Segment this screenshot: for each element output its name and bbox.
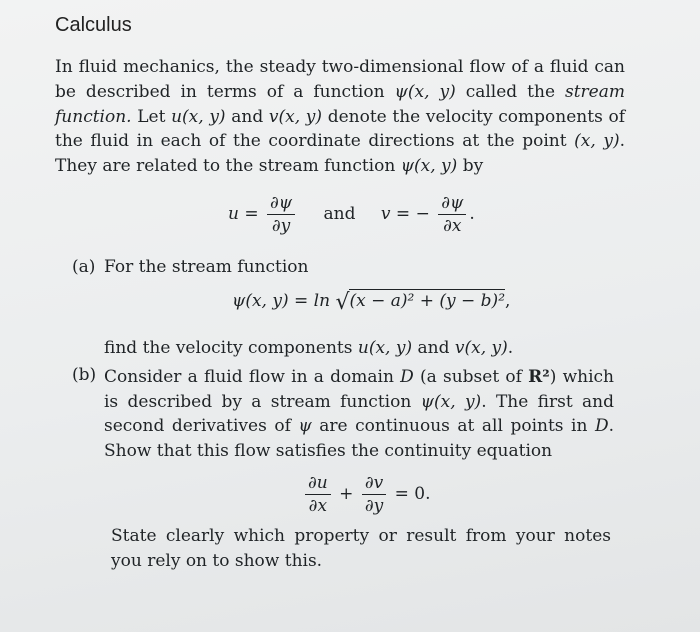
- psi-lhs: ψ(x, y) = ln: [232, 291, 331, 311]
- dx-denominator: ∂x: [308, 496, 328, 516]
- page-title: Calculus: [55, 14, 132, 36]
- intro-text: and: [225, 106, 269, 127]
- domain-symbol: D: [594, 416, 609, 436]
- intro-text: . They are related to the stream function: [55, 131, 625, 177]
- radicand: (x − a)² + (y − b)²: [349, 291, 506, 311]
- sqrt-icon: √: [335, 290, 350, 315]
- part-b-text-seg: ) which is described by a stream function: [104, 367, 614, 412]
- du-dx-fraction: [305, 472, 331, 517]
- part-a-label: (a): [72, 257, 96, 277]
- v-lhs: v = −: [380, 204, 430, 224]
- intro-text: called the: [455, 81, 565, 102]
- part-b-text-seg: . The first and second derivatives of: [104, 391, 614, 436]
- find-text: find the velocity components: [104, 338, 358, 358]
- r2-symbol: R²: [528, 367, 550, 387]
- stream-function-term: stream function.: [55, 81, 625, 127]
- psi-expression: ψ(x, y): [394, 81, 456, 102]
- dv-numerator: ∂v: [362, 472, 386, 495]
- du-numerator: ∂u: [305, 472, 331, 495]
- v-expression: v(x, y): [268, 106, 323, 127]
- part-b-text-seg: Consider a fluid flow in a domain: [104, 367, 401, 387]
- u-fraction: [267, 192, 295, 237]
- u-numerator: ∂ψ: [267, 192, 295, 215]
- dv-dy-fraction: [362, 472, 386, 517]
- intro-paragraph: [55, 55, 625, 179]
- equals-zero: = 0.: [394, 484, 431, 504]
- u-expression: u(x, y): [171, 106, 226, 127]
- and-word: and: [323, 204, 356, 224]
- equation-comma: ,: [505, 291, 511, 311]
- v-numerator: ∂ψ: [438, 192, 466, 215]
- velocity-relation: [228, 192, 475, 237]
- continuity-equation: [302, 472, 431, 517]
- part-b-text-seg: are continuous at all points in: [311, 416, 595, 436]
- u-expression: u(x, y): [357, 338, 413, 358]
- stream-function-equation: [232, 290, 510, 315]
- v-fraction: [438, 192, 466, 237]
- relation-period: .: [469, 204, 475, 224]
- dy-denominator: ∂y: [364, 496, 384, 516]
- u-lhs: u =: [228, 204, 259, 224]
- intro-text: In fluid mechanics, the steady two-dimensional flow of a fluid can be described in terms of a function: [55, 57, 625, 102]
- intro-text: by: [457, 156, 484, 177]
- part-b-label: (b): [72, 365, 97, 385]
- part-b-text: [104, 365, 614, 463]
- v-expression: v(x, y): [454, 338, 508, 358]
- part-b-text-seg: . Show that this flow satisfies the continuity equation: [104, 416, 614, 461]
- point-expression: (x, y): [574, 131, 620, 152]
- find-text: and: [412, 338, 455, 358]
- intro-text: denote the velocity components of the fluid in each of the coordinate directions at the point: [55, 106, 625, 152]
- find-text: .: [507, 338, 514, 358]
- part-a-intro: For the stream function: [104, 257, 309, 277]
- part-a-find: [104, 338, 513, 358]
- domain-symbol: D: [400, 367, 414, 387]
- part-b-text-seg: (a subset of: [413, 367, 529, 387]
- v-denominator: ∂x: [443, 216, 462, 236]
- plus-sign: +: [339, 484, 354, 504]
- psi-symbol: ψ: [298, 416, 312, 436]
- intro-text: Let: [131, 106, 172, 127]
- psi-expression: ψ(x, y): [420, 391, 482, 412]
- psi-expression: ψ(x, y): [400, 156, 458, 177]
- u-denominator: ∂y: [271, 216, 291, 236]
- state-instruction: State clearly which property or result from your notes you rely on to show this.: [111, 526, 611, 571]
